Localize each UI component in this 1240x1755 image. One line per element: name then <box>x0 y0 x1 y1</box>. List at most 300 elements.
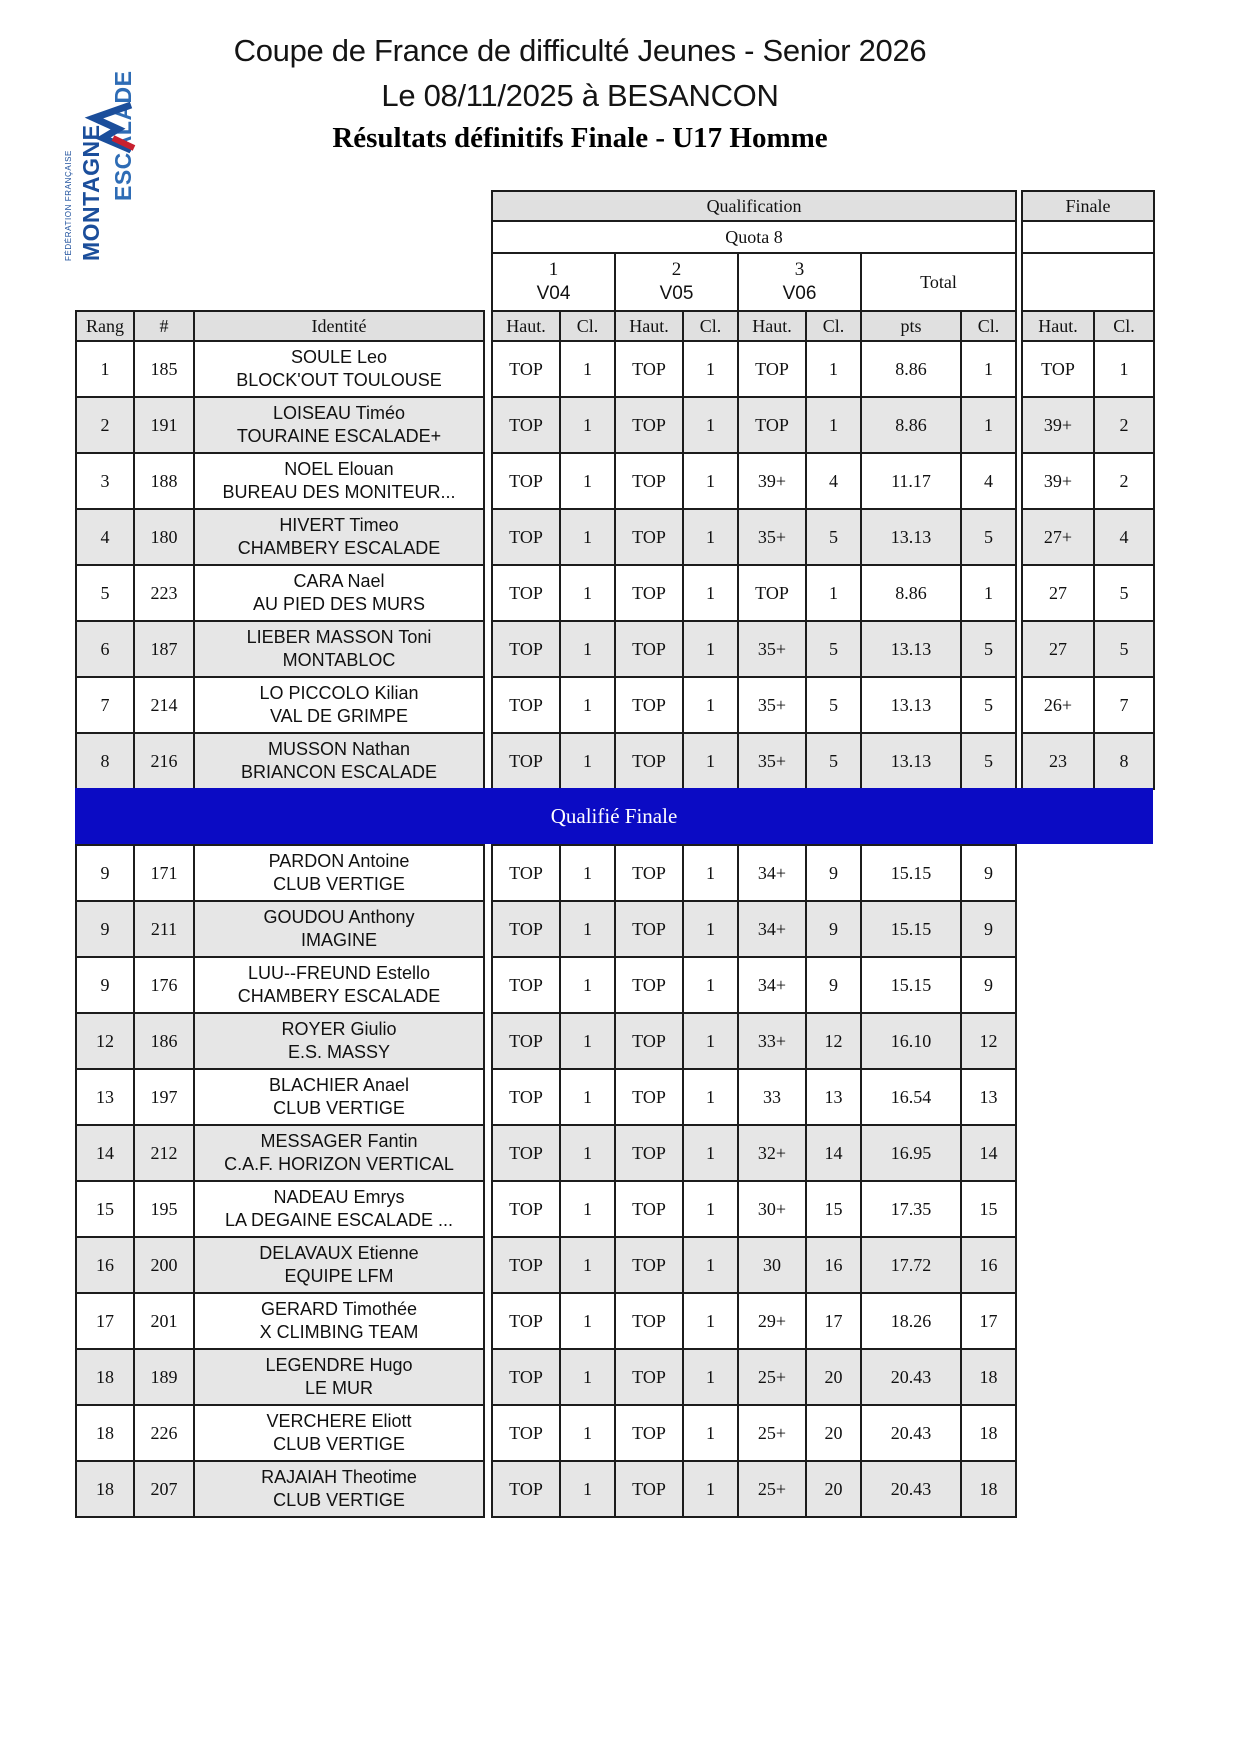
haut1-cell: TOP <box>492 565 560 621</box>
athlete-club: CHAMBERY ESCALADE <box>237 986 441 1006</box>
athlete-club: BLOCK'OUT TOULOUSE <box>236 370 442 390</box>
haut2-cell: TOP <box>615 845 683 901</box>
bib-cell: 197 <box>134 1069 194 1125</box>
table-row <box>76 621 484 677</box>
table-row <box>76 397 484 453</box>
haut3-cell: 29+ <box>738 1293 806 1349</box>
athlete-name: SOULE Leo <box>290 347 388 367</box>
haut3-cell: 39+ <box>738 453 806 509</box>
rang-cell: 15 <box>76 1181 134 1237</box>
rang-cell: 4 <box>76 509 134 565</box>
haut2-cell: TOP <box>615 1237 683 1293</box>
cl3-cell: 16 <box>806 1237 861 1293</box>
athlete-club: TOURAINE ESCALADE+ <box>236 426 442 446</box>
pts-cl-cell: 15 <box>961 1181 1016 1237</box>
cl2-cell: 1 <box>683 1293 738 1349</box>
pts-cl-cell: 14 <box>961 1125 1016 1181</box>
haut2-cell: TOP <box>615 453 683 509</box>
bib-cell: 212 <box>134 1125 194 1181</box>
table-row <box>76 565 484 621</box>
haut2-cell: TOP <box>615 901 683 957</box>
haut2-cell: TOP <box>615 565 683 621</box>
identity-cell <box>194 901 484 957</box>
rang-cell: 3 <box>76 453 134 509</box>
haut1-cell: TOP <box>492 1013 560 1069</box>
rang-cell: 8 <box>76 733 134 789</box>
athlete-club: CLUB VERTIGE <box>273 1490 405 1510</box>
pts-cl-cell: 1 <box>961 565 1016 621</box>
bib-cell: 176 <box>134 957 194 1013</box>
pts-cl-cell: 1 <box>961 397 1016 453</box>
athlete-club: LA DEGAINE ESCALADE ... <box>224 1210 454 1230</box>
athlete-club: X CLIMBING TEAM <box>259 1322 419 1342</box>
col-header-haut-1: Haut. <box>492 311 560 341</box>
finale-cl-cell: 1 <box>1094 341 1154 397</box>
haut2-cell: TOP <box>615 1461 683 1517</box>
table-row <box>76 1181 484 1237</box>
col-header-bib: # <box>134 311 194 341</box>
pts-cl-cell: 18 <box>961 1349 1016 1405</box>
table-row <box>76 677 484 733</box>
pts-cell: 13.13 <box>861 733 961 789</box>
finale-cl-cell: 5 <box>1094 565 1154 621</box>
finale-spacer-2 <box>1022 253 1154 311</box>
haut3-cell: 25+ <box>738 1405 806 1461</box>
table-row <box>492 1013 1016 1069</box>
table-row <box>492 957 1016 1013</box>
haut3-cell: 25+ <box>738 1461 806 1517</box>
cl2-cell: 1 <box>683 1405 738 1461</box>
cl3-cell: 14 <box>806 1125 861 1181</box>
pts-cell: 15.15 <box>861 901 961 957</box>
cl3-cell: 20 <box>806 1405 861 1461</box>
pts-cl-cell: 5 <box>961 733 1016 789</box>
cl1-cell: 1 <box>560 1405 615 1461</box>
bib-cell: 185 <box>134 341 194 397</box>
cl1-cell: 1 <box>560 1293 615 1349</box>
cl3-cell: 4 <box>806 453 861 509</box>
round-2-route: V05 <box>659 283 694 304</box>
cl1-cell: 1 <box>560 453 615 509</box>
haut2-cell: TOP <box>615 509 683 565</box>
table-row <box>76 1349 484 1405</box>
cl2-cell: 1 <box>683 509 738 565</box>
finale-haut-cell: TOP <box>1022 341 1094 397</box>
finale-cl-cell: 2 <box>1094 453 1154 509</box>
round-2-number: 2 <box>671 259 682 280</box>
pts-cell: 20.43 <box>861 1405 961 1461</box>
finale-haut-cell: 39+ <box>1022 453 1094 509</box>
pts-cell: 13.13 <box>861 621 961 677</box>
cl1-cell: 1 <box>560 397 615 453</box>
pts-cl-cell: 5 <box>961 509 1016 565</box>
athlete-name: CARA Nael <box>293 571 385 591</box>
haut2-cell: TOP <box>615 957 683 1013</box>
round-1-number: 1 <box>548 259 559 280</box>
identity-cell <box>194 397 484 453</box>
athlete-club: VAL DE GRIMPE <box>269 706 409 726</box>
pts-cl-cell: 5 <box>961 677 1016 733</box>
identity-cell <box>194 733 484 789</box>
rang-cell: 13 <box>76 1069 134 1125</box>
table-row <box>76 1125 484 1181</box>
cl1-cell: 1 <box>560 341 615 397</box>
cl2-cell: 1 <box>683 1181 738 1237</box>
athlete-name: NOEL Elouan <box>284 459 394 479</box>
haut1-cell: TOP <box>492 509 560 565</box>
table-row <box>76 509 484 565</box>
identity-cell <box>194 1181 484 1237</box>
bib-cell: 191 <box>134 397 194 453</box>
identity-table-top <box>75 310 485 790</box>
table-row <box>76 901 484 957</box>
athlete-name: DELAVAUX Etienne <box>259 1243 419 1263</box>
athlete-name: RAJAIAH Theotime <box>261 1467 417 1487</box>
col-header-cl-total: Cl. <box>961 311 1016 341</box>
rang-cell: 9 <box>76 957 134 1013</box>
athlete-club: E.S. MASSY <box>287 1042 391 1062</box>
table-row <box>492 509 1016 565</box>
cl3-cell: 5 <box>806 621 861 677</box>
col-header-identite: Identité <box>194 311 484 341</box>
pts-cell: 8.86 <box>861 397 961 453</box>
pts-cl-cell: 9 <box>961 957 1016 1013</box>
cl2-cell: 1 <box>683 1125 738 1181</box>
identity-cell <box>194 677 484 733</box>
identity-cell <box>194 1461 484 1517</box>
cl2-cell: 1 <box>683 397 738 453</box>
round-3-header <box>738 253 861 311</box>
table-row <box>76 1293 484 1349</box>
athlete-club: C.A.F. HORIZON VERTICAL <box>224 1154 454 1174</box>
col-header-haut-2: Haut. <box>615 311 683 341</box>
finale-haut-cell: 39+ <box>1022 397 1094 453</box>
haut1-cell: TOP <box>492 1181 560 1237</box>
cl1-cell: 1 <box>560 1013 615 1069</box>
rang-cell: 6 <box>76 621 134 677</box>
pts-cl-cell: 18 <box>961 1461 1016 1517</box>
table-row <box>492 1405 1016 1461</box>
cl3-cell: 9 <box>806 845 861 901</box>
table-row <box>492 1293 1016 1349</box>
pts-cl-cell: 17 <box>961 1293 1016 1349</box>
cl3-cell: 12 <box>806 1013 861 1069</box>
pts-cell: 17.72 <box>861 1237 961 1293</box>
cl3-cell: 5 <box>806 733 861 789</box>
total-header: Total <box>861 253 1016 311</box>
pts-cl-cell: 1 <box>961 341 1016 397</box>
bib-cell: 223 <box>134 565 194 621</box>
table-row <box>76 845 484 901</box>
athlete-name: VERCHERE Eliott <box>266 1411 412 1431</box>
logo-montagne-text: MONTAGNE <box>78 124 104 261</box>
quota-header: Quota 8 <box>492 221 1016 253</box>
pts-cell: 20.43 <box>861 1349 961 1405</box>
cl1-cell: 1 <box>560 509 615 565</box>
bib-cell: 189 <box>134 1349 194 1405</box>
haut1-cell: TOP <box>492 1293 560 1349</box>
haut1-cell: TOP <box>492 1461 560 1517</box>
haut3-cell: 34+ <box>738 957 806 1013</box>
round-3-number: 3 <box>794 259 805 280</box>
haut1-cell: TOP <box>492 957 560 1013</box>
haut2-cell: TOP <box>615 733 683 789</box>
table-row <box>1022 733 1154 789</box>
table-row <box>76 341 484 397</box>
table-row <box>1022 565 1154 621</box>
athlete-name: MUSSON Nathan <box>267 739 411 759</box>
bib-cell: 186 <box>134 1013 194 1069</box>
finale-haut-cell: 27 <box>1022 565 1094 621</box>
athlete-club: CLUB VERTIGE <box>273 1098 405 1118</box>
cl3-cell: 1 <box>806 565 861 621</box>
pts-cl-cell: 9 <box>961 845 1016 901</box>
qualified-finale-banner <box>75 788 1153 844</box>
cl3-cell: 1 <box>806 341 861 397</box>
athlete-club: AU PIED DES MURS <box>252 594 426 614</box>
athlete-name: LO PICCOLO Kilian <box>259 683 419 703</box>
rang-cell: 5 <box>76 565 134 621</box>
bib-cell: 188 <box>134 453 194 509</box>
identity-cell <box>194 453 484 509</box>
title-line-1: Coupe de France de difficulté Jeunes - Senior 2026 <box>233 33 927 68</box>
haut1-cell: TOP <box>492 1237 560 1293</box>
cl3-cell: 17 <box>806 1293 861 1349</box>
bib-cell: 187 <box>134 621 194 677</box>
haut3-cell: 35+ <box>738 677 806 733</box>
athlete-name: LOISEAU Timéo <box>272 403 406 423</box>
pts-cell: 16.95 <box>861 1125 961 1181</box>
cl3-cell: 20 <box>806 1461 861 1517</box>
finale-haut-cell: 27 <box>1022 621 1094 677</box>
table-row <box>492 341 1016 397</box>
logo-federation-text: FÉDÉRATION FRANÇAISE <box>64 150 73 261</box>
athlete-name: LIEBER MASSON Toni <box>246 627 432 647</box>
cl1-cell: 1 <box>560 677 615 733</box>
haut3-cell: 35+ <box>738 621 806 677</box>
table-row <box>1022 621 1154 677</box>
table-row <box>492 733 1016 789</box>
haut3-cell: TOP <box>738 341 806 397</box>
athlete-name: BLACHIER Anael <box>268 1075 410 1095</box>
bib-cell: 195 <box>134 1181 194 1237</box>
finale-cl-cell: 7 <box>1094 677 1154 733</box>
pts-cl-cell: 16 <box>961 1237 1016 1293</box>
cl3-cell: 5 <box>806 509 861 565</box>
cl2-cell: 1 <box>683 901 738 957</box>
finale-cl-cell: 4 <box>1094 509 1154 565</box>
pts-cl-cell: 13 <box>961 1069 1016 1125</box>
identity-cell <box>194 845 484 901</box>
document-header <box>140 28 1020 158</box>
table-row <box>76 1237 484 1293</box>
cl2-cell: 1 <box>683 957 738 1013</box>
table-row <box>76 1461 484 1517</box>
haut2-cell: TOP <box>615 677 683 733</box>
haut1-cell: TOP <box>492 733 560 789</box>
bib-cell: 207 <box>134 1461 194 1517</box>
rang-cell: 18 <box>76 1461 134 1517</box>
identity-cell <box>194 1013 484 1069</box>
pts-cell: 18.26 <box>861 1293 961 1349</box>
table-row <box>492 901 1016 957</box>
cl2-cell: 1 <box>683 1069 738 1125</box>
table-row <box>1022 453 1154 509</box>
haut3-cell: 34+ <box>738 901 806 957</box>
pts-cell: 16.10 <box>861 1013 961 1069</box>
identity-table-bottom <box>75 844 485 1518</box>
round-1-header <box>492 253 615 311</box>
pts-cl-cell: 9 <box>961 901 1016 957</box>
finale-cl-cell: 8 <box>1094 733 1154 789</box>
haut1-cell: TOP <box>492 1125 560 1181</box>
cl2-cell: 1 <box>683 621 738 677</box>
athlete-club: BRIANCON ESCALADE <box>240 762 438 782</box>
table-row <box>76 1013 484 1069</box>
athlete-club: IMAGINE <box>300 930 377 950</box>
haut2-cell: TOP <box>615 1181 683 1237</box>
cl2-cell: 1 <box>683 733 738 789</box>
rang-cell: 2 <box>76 397 134 453</box>
table-row <box>492 621 1016 677</box>
rang-cell: 12 <box>76 1013 134 1069</box>
cl1-cell: 1 <box>560 957 615 1013</box>
pts-cl-cell: 5 <box>961 621 1016 677</box>
bib-cell: 211 <box>134 901 194 957</box>
title-line-3: Résultats définitifs Finale - U17 Homme <box>332 122 828 154</box>
bib-cell: 216 <box>134 733 194 789</box>
table-row <box>76 1405 484 1461</box>
athlete-club: MONTABLOC <box>282 650 396 670</box>
haut3-cell: 34+ <box>738 845 806 901</box>
finale-cl-cell: 2 <box>1094 397 1154 453</box>
logo-escalade-text: ESCALADE <box>110 70 136 201</box>
table-row <box>492 677 1016 733</box>
cl1-cell: 1 <box>560 845 615 901</box>
haut1-cell: TOP <box>492 621 560 677</box>
haut3-cell: 33 <box>738 1069 806 1125</box>
cl2-cell: 1 <box>683 453 738 509</box>
finale-haut-cell: 27+ <box>1022 509 1094 565</box>
identity-cell <box>194 957 484 1013</box>
haut1-cell: TOP <box>492 1405 560 1461</box>
rang-cell: 17 <box>76 1293 134 1349</box>
haut3-cell: 30+ <box>738 1181 806 1237</box>
col-header-cl-1: Cl. <box>560 311 615 341</box>
athlete-club: CLUB VERTIGE <box>273 874 405 894</box>
pts-cell: 16.54 <box>861 1069 961 1125</box>
pts-cl-cell: 12 <box>961 1013 1016 1069</box>
table-row <box>492 453 1016 509</box>
cl1-cell: 1 <box>560 1069 615 1125</box>
col-header-pts: pts <box>861 311 961 341</box>
haut1-cell: TOP <box>492 845 560 901</box>
cl1-cell: 1 <box>560 565 615 621</box>
pts-cell: 13.13 <box>861 509 961 565</box>
haut2-cell: TOP <box>615 341 683 397</box>
table-row <box>492 1181 1016 1237</box>
cl2-cell: 1 <box>683 1349 738 1405</box>
identity-cell <box>194 1293 484 1349</box>
qualification-table-top <box>491 190 1017 790</box>
athlete-club: EQUIPE LFM <box>284 1266 394 1286</box>
table-row <box>492 1349 1016 1405</box>
cl1-cell: 1 <box>560 733 615 789</box>
identity-cell <box>194 1237 484 1293</box>
cl3-cell: 15 <box>806 1181 861 1237</box>
rang-cell: 18 <box>76 1405 134 1461</box>
cl1-cell: 1 <box>560 621 615 677</box>
pts-cell: 17.35 <box>861 1181 961 1237</box>
cl1-cell: 1 <box>560 1349 615 1405</box>
bib-cell: 201 <box>134 1293 194 1349</box>
cl3-cell: 13 <box>806 1069 861 1125</box>
athlete-name: GOUDOU Anthony <box>263 907 415 927</box>
mountain-icon <box>84 99 146 157</box>
athlete-name: HIVERT Timeo <box>279 515 399 535</box>
identity-cell <box>194 1349 484 1405</box>
table-row <box>76 957 484 1013</box>
haut2-cell: TOP <box>615 1013 683 1069</box>
athlete-name: GERARD Timothée <box>260 1299 418 1319</box>
table-row <box>1022 397 1154 453</box>
rang-cell: 9 <box>76 901 134 957</box>
cl1-cell: 1 <box>560 1125 615 1181</box>
athlete-club: CLUB VERTIGE <box>273 1434 405 1454</box>
haut3-cell: 33+ <box>738 1013 806 1069</box>
identity-cell <box>194 1405 484 1461</box>
pts-cell: 15.15 <box>861 845 961 901</box>
haut3-cell: 32+ <box>738 1125 806 1181</box>
finale-spacer-1 <box>1022 221 1154 253</box>
identity-cell <box>194 565 484 621</box>
table-row <box>76 1069 484 1125</box>
cl2-cell: 1 <box>683 341 738 397</box>
haut3-cell: TOP <box>738 565 806 621</box>
cl3-cell: 20 <box>806 1349 861 1405</box>
round-3-route: V06 <box>782 283 817 304</box>
bib-cell: 226 <box>134 1405 194 1461</box>
athlete-club: LE MUR <box>304 1378 373 1398</box>
table-row <box>492 565 1016 621</box>
cl1-cell: 1 <box>560 1181 615 1237</box>
haut3-cell: 35+ <box>738 733 806 789</box>
athlete-name: LEGENDRE Hugo <box>265 1355 413 1375</box>
pts-cl-cell: 4 <box>961 453 1016 509</box>
table-row <box>1022 341 1154 397</box>
table-row <box>1022 509 1154 565</box>
athlete-name: NADEAU Emrys <box>273 1187 405 1207</box>
pts-cell: 11.17 <box>861 453 961 509</box>
athlete-name: LUU--FREUND Estello <box>247 963 431 983</box>
haut3-cell: 35+ <box>738 509 806 565</box>
ffme-logo <box>30 25 150 261</box>
table-row <box>492 1125 1016 1181</box>
pts-cell: 13.13 <box>861 677 961 733</box>
cl3-cell: 5 <box>806 677 861 733</box>
identity-cell <box>194 1125 484 1181</box>
col-header-haut-3: Haut. <box>738 311 806 341</box>
col-header-finale-haut: Haut. <box>1022 311 1094 341</box>
haut1-cell: TOP <box>492 1349 560 1405</box>
rang-cell: 1 <box>76 341 134 397</box>
bib-cell: 200 <box>134 1237 194 1293</box>
qualification-table-bottom <box>491 844 1017 1518</box>
haut2-cell: TOP <box>615 1293 683 1349</box>
haut2-cell: TOP <box>615 1069 683 1125</box>
haut1-cell: TOP <box>492 1069 560 1125</box>
athlete-club: CHAMBERY ESCALADE <box>237 538 441 558</box>
